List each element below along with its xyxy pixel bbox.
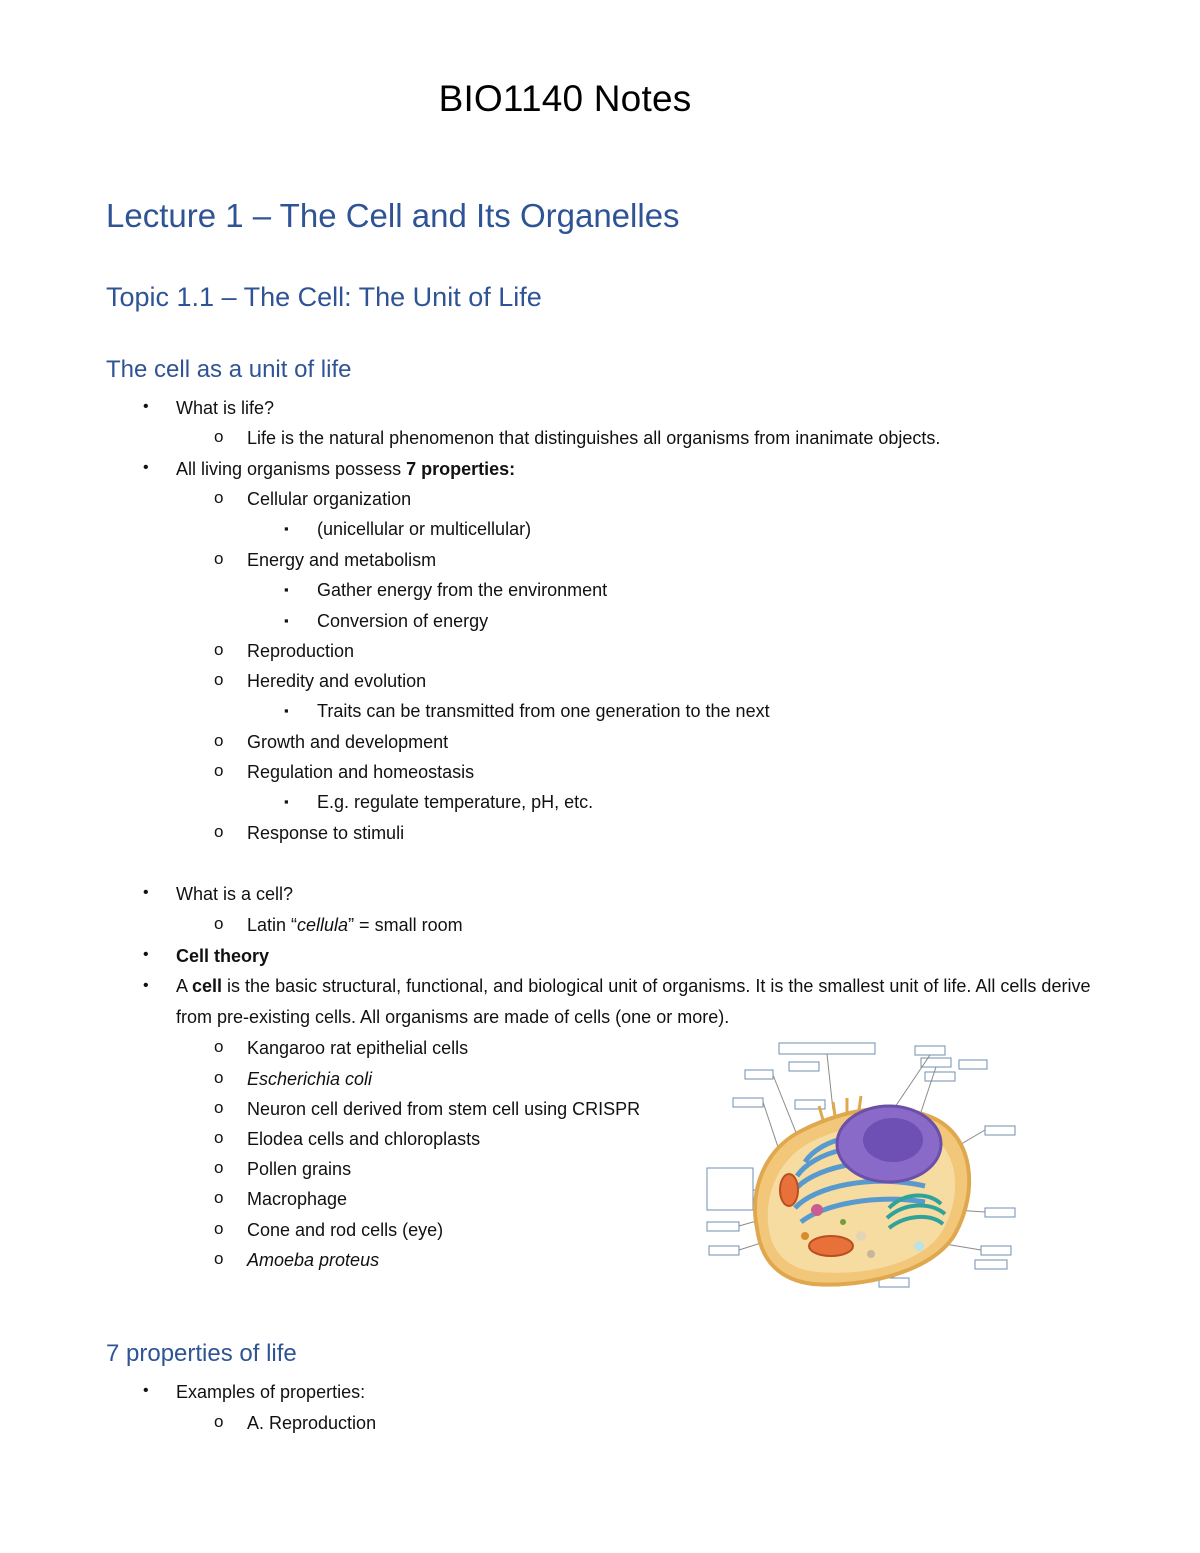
bullet-l2: o (214, 1158, 224, 1177)
list-item: Heredity and evolution (247, 671, 427, 691)
list-item: Macrophage (247, 1189, 348, 1209)
list-item: Regulation and homeostasis (247, 762, 475, 782)
list-item: Neuron cell derived from stem cell using CRISPR (247, 1099, 641, 1119)
bullet-l3: ▪ (284, 582, 289, 597)
list-item: Cellular organization (247, 489, 412, 509)
bullet-l1: • (143, 1382, 149, 1399)
list-item: Reproduction (247, 641, 355, 661)
bullet-l1: • (143, 884, 149, 901)
bullet-l2: o (214, 1219, 224, 1238)
list-item: Amoeba proteus (247, 1250, 380, 1270)
list-item: Life is the natural phenomenon that distinguishes all organisms from inanimate objects. (247, 428, 941, 448)
list-item-italic: cellula (297, 915, 349, 935)
list-item (247, 914, 463, 936)
bullet-l3: ▪ (284, 521, 289, 536)
bullet-l1: • (143, 946, 149, 963)
list-item: Energy and metabolism (247, 550, 437, 570)
document-title: BIO1140 Notes (438, 78, 692, 119)
bullet-l3: ▪ (284, 613, 289, 628)
bullet-l2: o (214, 761, 224, 780)
list-item-text: Latin “ (247, 915, 298, 935)
list-item: Examples of properties: (176, 1382, 366, 1402)
bullet-l2: o (214, 670, 224, 689)
list-item (176, 458, 515, 480)
topic-heading: Topic 1.1 – The Cell: The Unit of Life (106, 282, 542, 312)
bullet-l2: o (214, 1412, 224, 1431)
list-item-paragraph (176, 971, 1106, 1033)
list-item: Growth and development (247, 732, 449, 752)
bullet-l2: o (214, 427, 224, 446)
list-item-text: A (176, 976, 193, 996)
bullet-l3: ▪ (284, 794, 289, 809)
bullet-l1: • (143, 459, 149, 476)
list-item-bold: 7 properties: (406, 459, 516, 479)
list-item: A. Reproduction (247, 1413, 377, 1433)
list-item-text: ” = small room (348, 915, 463, 935)
animal-cell-illustration (693, 1040, 1023, 1294)
bullet-l2: o (214, 1249, 224, 1268)
bullet-l2: o (214, 1188, 224, 1207)
bullet-l3: ▪ (284, 703, 289, 718)
list-item: What is life? (176, 398, 275, 418)
list-item: Cone and rod cells (eye) (247, 1220, 444, 1240)
list-item-bold: cell (192, 976, 223, 996)
bullet-l1: • (143, 398, 149, 415)
bullet-l2: o (214, 822, 224, 841)
list-item-text: is the basic structural, functional, and biological unit of organisms. It is the smallest unit of life. All cells derive from pre-existing cells. All organisms are made of cells (one or more). (176, 976, 1091, 1027)
bullet-l2: o (214, 640, 224, 659)
bullet-l1: • (143, 977, 149, 994)
list-item: Response to stimuli (247, 823, 405, 843)
animal-cell-diagram-icon (693, 1040, 1023, 1294)
list-item: What is a cell? (176, 884, 294, 904)
list-item-text: All living organisms possess (176, 459, 407, 479)
bullet-l2: o (214, 488, 224, 507)
list-item: Kangaroo rat epithelial cells (247, 1038, 469, 1058)
list-item: Elodea cells and chloroplasts (247, 1129, 481, 1149)
lecture-heading: Lecture 1 – The Cell and Its Organelles (106, 197, 680, 234)
bullet-l2: o (214, 1037, 224, 1056)
bullet-l2: o (214, 1128, 224, 1147)
bullet-l2: o (214, 914, 224, 933)
list-item: Cell theory (176, 946, 270, 966)
list-item: Pollen grains (247, 1159, 352, 1179)
list-item: Traits can be transmitted from one generation to the next (317, 701, 770, 721)
list-item: Escherichia coli (247, 1069, 373, 1089)
section-heading-properties: 7 properties of life (106, 1340, 297, 1367)
bullet-l2: o (214, 731, 224, 750)
list-item: Conversion of energy (317, 611, 489, 631)
list-item: Gather energy from the environment (317, 580, 608, 600)
list-item: (unicellular or multicellular) (317, 519, 532, 539)
bullet-l2: o (214, 1068, 224, 1087)
list-item: E.g. regulate temperature, pH, etc. (317, 792, 594, 812)
section-heading-cell-unit: The cell as a unit of life (106, 356, 352, 383)
bullet-l2: o (214, 1098, 224, 1117)
bullet-l2: o (214, 549, 224, 568)
